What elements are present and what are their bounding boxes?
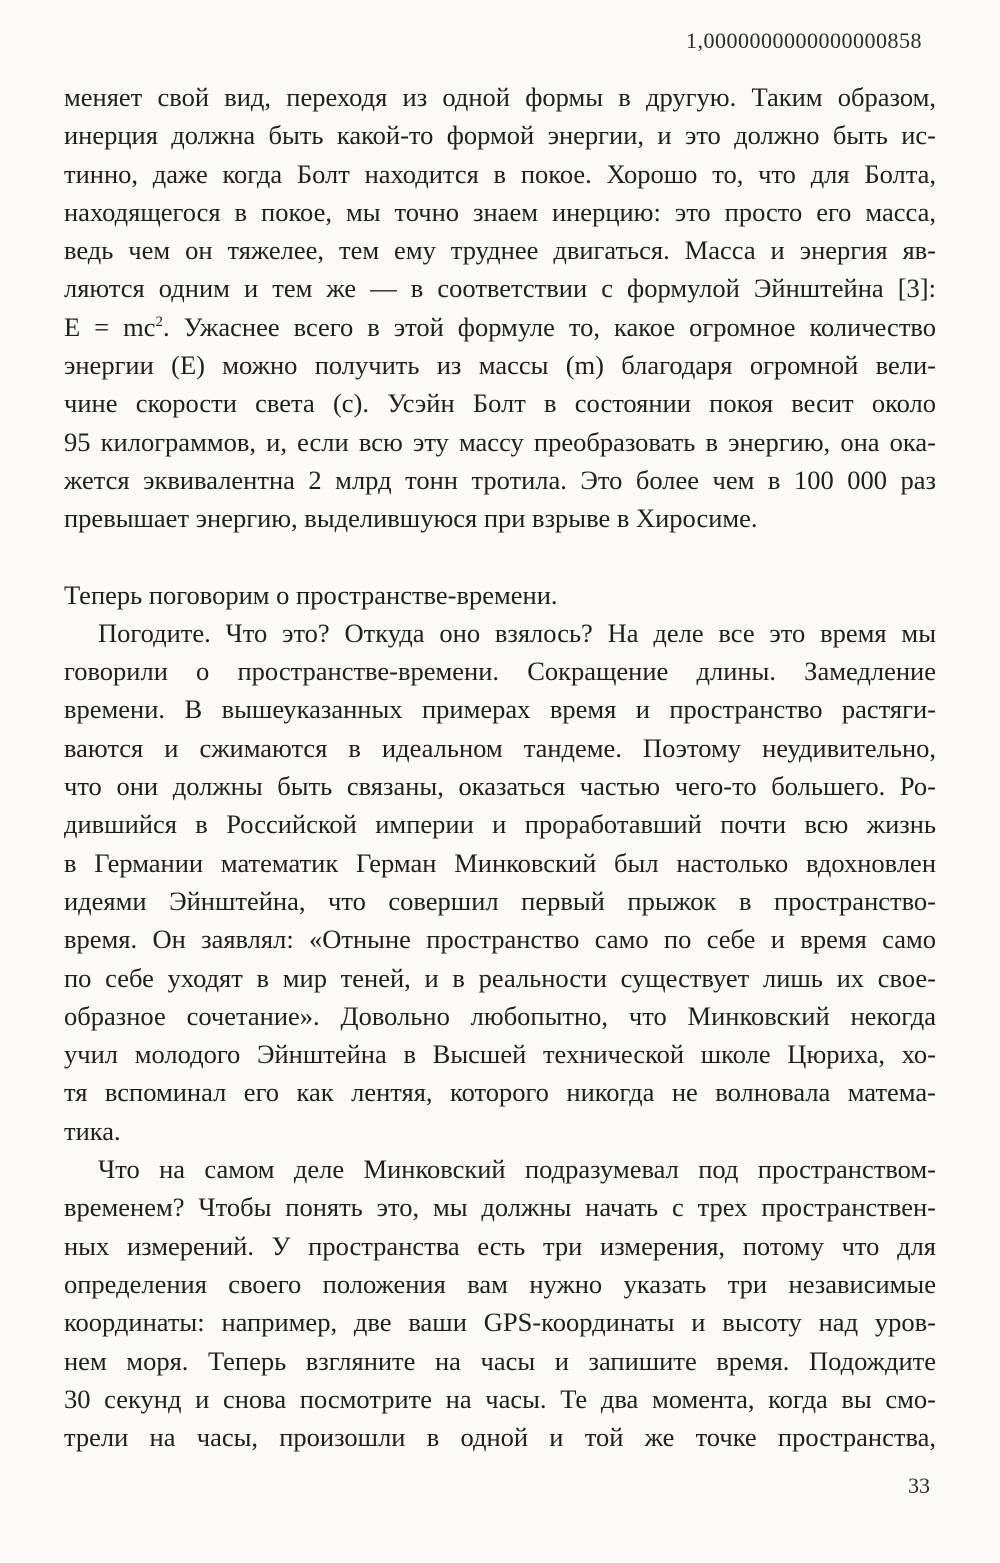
- text-line: время. Он заявлял: «Отныне пространство само по себе и время само: [64, 924, 936, 955]
- text-line: временем? Чтобы понять это, мы должны начать с трех пространствен-: [64, 1192, 936, 1223]
- paragraph-2: [64, 576, 936, 614]
- text-line: Теперь поговорим о пространстве-времени.: [64, 579, 558, 610]
- text-line: тя вспоминал его как лентяя, которого никогда не волновала матема-: [64, 1077, 936, 1108]
- text-line: превышает энергию, выделившуюся при взрыве в Хиросиме.: [64, 503, 758, 534]
- text-line: нем моря. Теперь взгляните на часы и запишите время. Подождите: [64, 1345, 936, 1376]
- text-line: тинно, даже когда Болт находится в покое. Хорошо то, что для Болта,: [64, 158, 936, 189]
- text-line: тика.: [64, 1115, 121, 1146]
- text-line: Что на самом деле Минковский подразумевал под пространством-: [98, 1154, 936, 1185]
- text-line: ваются и сжимаются в идеальном тандеме. Поэтому неудивительно,: [64, 732, 936, 763]
- text-line: учил молодого Эйнштейна в Высшей технической школе Цюриха, хо-: [64, 1039, 936, 1070]
- text-line: 95 килограммов, и, если всю эту массу преобразовать в энергию, она ока-: [64, 426, 936, 457]
- text-line: что они должны быть связаны, оказаться частью чего-то большего. Ро-: [64, 771, 936, 802]
- text-line: трели на часы, произошли в одной и той же точке пространства,: [64, 1422, 936, 1453]
- text-line: чине скорости света (c). Усэйн Болт в состоянии покоя весит около: [64, 388, 936, 419]
- text-line: координаты: например, две ваши GPS-координаты и высоту над уров-: [64, 1307, 936, 1338]
- paragraph-4: [64, 1150, 936, 1456]
- text-line: жется эквивалентна 2 млрд тонн тротила. Это более чем в 100 000 раз: [64, 464, 936, 495]
- text-line: по себе уходят в мир теней, и в реальности существует лишь их свое-: [64, 962, 936, 993]
- body-text: [64, 78, 936, 1456]
- text-line: ных измерений. У пространства есть три измерения, потому что для: [64, 1230, 936, 1261]
- text-line: образное сочетание». Довольно любопытно, что Минковский некогда: [64, 1000, 936, 1031]
- page-number: 33: [908, 1473, 930, 1498]
- text-line: 30 секунд и снова посмотрите на часы. Те два момента, когда вы смо-: [64, 1383, 936, 1414]
- text-line: дившийся в Российской империи и проработавший почти всю жизнь: [64, 809, 936, 840]
- formula-line-rest: . Ужаснее всего в этой формуле то, какое огромное количество: [163, 311, 936, 342]
- formula-text: E = mc: [64, 311, 156, 342]
- section-break: [64, 538, 936, 576]
- formula-line: [64, 308, 936, 346]
- formula-superscript: 2: [155, 313, 163, 330]
- text-line: ляются одним и тем же — в соответствии с формулой Эйнштейна [3]:: [64, 273, 936, 304]
- text-line: определения своего положения вам нужно указать три независимые: [64, 1268, 936, 1299]
- text-line: ведь чем он тяжелее, тем ему труднее двигаться. Масса и энергия яв-: [64, 235, 936, 266]
- paragraph-1: [64, 78, 936, 538]
- text-line: говорили о пространстве-времени. Сокращение длины. Замедление: [64, 656, 936, 687]
- text-line: энергии (E) можно получить из массы (m) благодаря огромной вели-: [64, 350, 936, 381]
- text-line: находящегося в покое, мы точно знаем инерцию: это просто его масса,: [64, 196, 936, 227]
- text-line: меняет свой вид, переходя из одной формы в другую. Таким образом,: [64, 82, 936, 112]
- text-line: инерция должна быть какой-то формой энергии, и это должно быть ис-: [64, 120, 936, 151]
- text-line: Погодите. Что это? Откуда оно взялось? На деле все это время мы: [98, 617, 936, 648]
- text-line: времени. В вышеуказанных примерах время и пространство растяги-: [64, 694, 936, 725]
- text-line: идеями Эйнштейна, что совершил первый прыжок в пространство-: [64, 885, 936, 916]
- text-line: в Германии математик Герман Минковский был настолько вдохновлен: [64, 847, 936, 878]
- running-head: 1,0000000000000000858: [686, 28, 922, 53]
- paragraph-3: [64, 614, 936, 1150]
